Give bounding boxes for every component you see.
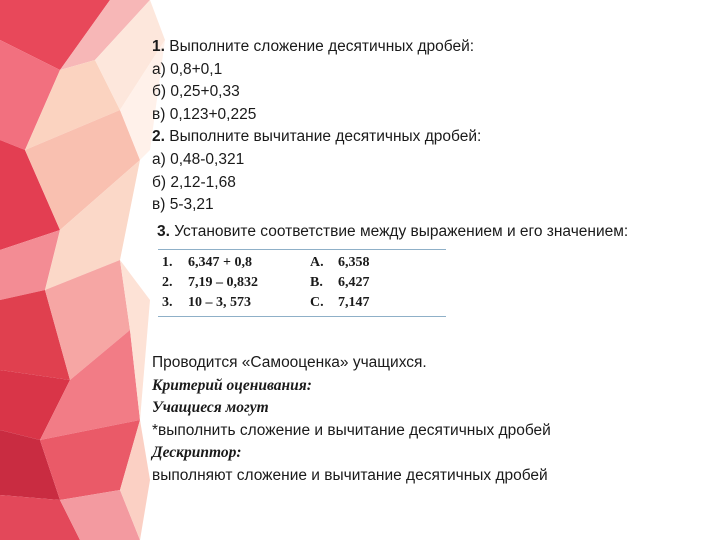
row-letter: А. xyxy=(310,255,324,271)
assessment-intro: Проводится «Самооценка» учащихся. xyxy=(152,354,427,371)
table-row xyxy=(158,250,446,274)
task1-item-c: в) 0,123+0,225 xyxy=(152,105,257,123)
task2-heading: 2. Выполните вычитание десятичных дробей: xyxy=(152,128,482,146)
task2-item-b: б) 2,12-1,68 xyxy=(152,173,236,191)
matching-table xyxy=(158,249,446,317)
descriptor-text: выполняют сложение и вычитание десятичных дробей xyxy=(152,466,548,484)
table-row xyxy=(158,273,446,293)
row-index: 3. xyxy=(162,295,173,311)
task2-item-a: а) 0,48-0,321 xyxy=(152,150,245,168)
task-content xyxy=(152,36,692,317)
row-value: 6,427 xyxy=(338,275,370,291)
table-row xyxy=(158,293,446,317)
criterion-heading: Критерий оценивания: xyxy=(152,376,312,394)
row-letter: В. xyxy=(310,275,323,291)
row-expression: 10 – 3, 573 xyxy=(188,295,251,311)
row-expression: 7,19 – 0,832 xyxy=(188,275,258,291)
task1-heading: 1. Выполните сложение десятичных дробей: xyxy=(152,38,475,55)
students-heading: Учащиеся могут xyxy=(152,399,269,417)
task2-item-c: в) 5-3,21 xyxy=(152,196,214,214)
task1-item-b: б) 0,25+0,33 xyxy=(152,83,240,101)
row-index: 2. xyxy=(162,275,173,291)
descriptor-heading: Дескриптор: xyxy=(152,444,242,462)
row-expression: 6,347 + 0,8 xyxy=(188,255,252,271)
students-text: *выполнить сложение и вычитание десятичных дробей xyxy=(152,421,551,439)
row-letter: С. xyxy=(310,295,324,311)
row-index: 1. xyxy=(162,255,173,271)
row-value: 7,147 xyxy=(338,295,370,311)
assessment-block xyxy=(152,352,551,488)
task1-item-a: а) 0,8+0,1 xyxy=(152,60,223,78)
row-value: 6,358 xyxy=(338,255,370,271)
task3-heading: 3. Установите соответствие между выражением и его значением: xyxy=(157,222,629,240)
